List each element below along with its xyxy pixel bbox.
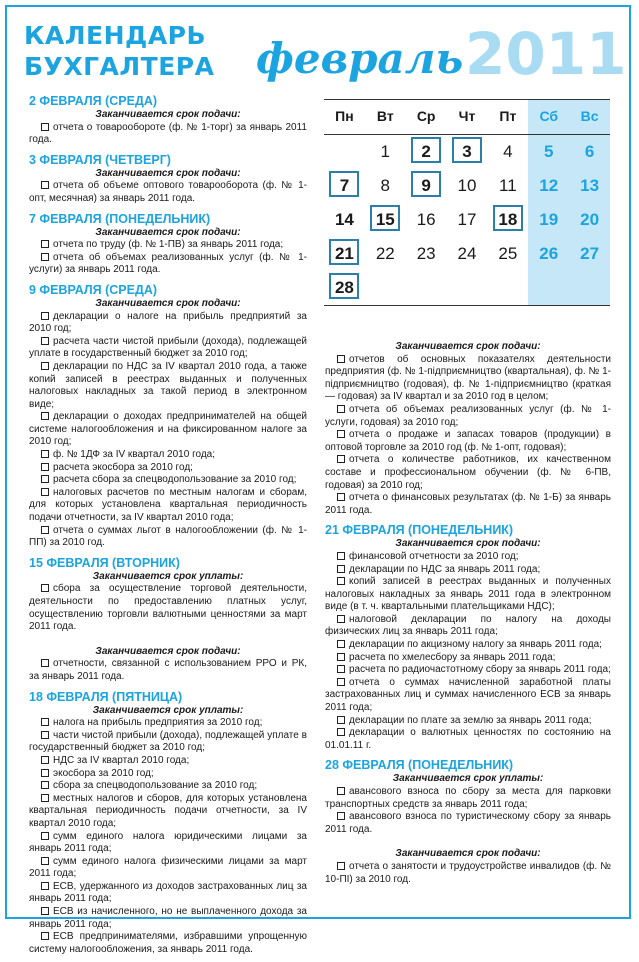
deadline-item	[325, 639, 611, 652]
calendar-day	[528, 237, 569, 271]
day-number: 20	[580, 210, 600, 229]
day-number: 15	[370, 205, 400, 231]
checkbox[interactable]	[337, 493, 345, 501]
calendar-day	[528, 169, 569, 203]
deadline-item	[29, 717, 307, 730]
deadline-date-heading: 15 ФЕВРАЛЯ (ВТОРНИК)	[29, 555, 180, 570]
day-number: 11	[499, 176, 517, 195]
day-number: 28	[329, 273, 359, 299]
deadline-item-text: ф. № 1ДФ за IV квартал 2010 года;	[53, 449, 216, 461]
deadline-item	[29, 793, 307, 831]
calendar-day	[487, 135, 528, 169]
calendar-day	[406, 135, 447, 169]
checkbox[interactable]	[337, 716, 345, 724]
checkbox[interactable]	[337, 565, 345, 573]
checkbox[interactable]	[337, 728, 345, 736]
calendar-day	[324, 271, 365, 305]
deadline-date-heading: 3 ФЕВРАЛЯ (ЧЕТВЕРГ)	[29, 152, 171, 167]
calendar-weekdays	[324, 99, 610, 135]
deadline-item-text: отчета об объемах реализованных услуг (ф. № 1-услуги, годовая) за 2010 год;	[325, 403, 611, 428]
deadline-item-text: декларации по НДС за IV квартал 2010 года, а также копий записей в реестрах выданных и полученных налоговых накладных за такой период в электронном виде;	[29, 360, 307, 410]
day-number: 3	[452, 137, 482, 163]
deadline-item	[325, 354, 611, 404]
deadline-item-text: финансовой отчетности за 2010 год;	[349, 550, 519, 562]
deadline-item	[29, 856, 307, 881]
checkbox[interactable]	[337, 355, 345, 363]
checkbox[interactable]	[41, 769, 49, 777]
checkbox[interactable]	[41, 450, 49, 458]
checkbox[interactable]	[337, 552, 345, 560]
checkbox[interactable]	[337, 430, 345, 438]
calendar-day	[324, 237, 365, 271]
weekday-header: Сб	[528, 100, 569, 134]
month-name: февраль	[256, 34, 464, 83]
deadline-item-text: отчетности, связанной с использованием РРО и РК, за январь 2011 года.	[29, 658, 307, 682]
weekday-header: Пн	[335, 108, 354, 124]
deadline-item	[325, 677, 611, 715]
deadline-item-text: ЕСВ предпринимателями, избравшими упрощенную систему налогообложения, за январь 2011 года.	[29, 931, 307, 955]
deadline-item	[325, 786, 611, 811]
checkbox[interactable]	[337, 405, 345, 413]
deadline-item-text: декларации о валютных ценностях по состоянию на 01.01.11 г.	[325, 727, 611, 751]
checkbox[interactable]	[41, 412, 49, 420]
deadline-item	[29, 583, 307, 633]
deadline-item-text: авансового взноса по туристическому сбору за январь 2011 года.	[325, 811, 611, 835]
deadline-item	[325, 861, 611, 886]
deadline-item-text: расчета по хмелесбору за январь 2011 года;	[349, 651, 556, 663]
calendar-day	[447, 135, 488, 169]
checkbox[interactable]	[41, 907, 49, 915]
checkbox[interactable]	[337, 665, 345, 673]
deadline-item	[29, 462, 307, 475]
deadline-item	[29, 449, 307, 462]
deadline-item-text: отчета о суммах начисленной заработной платы застрахованных лиц и суммах начисленного ЕСВ за январь 2011 года;	[325, 676, 611, 714]
checkbox[interactable]	[41, 659, 49, 667]
deadline-date-heading: 21 ФЕВРАЛЯ (ПОНЕДЕЛЬНИК)	[325, 523, 514, 538]
deadline-item	[325, 429, 611, 454]
calendar-day	[487, 203, 528, 237]
title-line-2: БУХГАЛТЕРА	[24, 52, 215, 81]
checkbox[interactable]	[41, 857, 49, 865]
day-number: 23	[416, 244, 436, 263]
calendar-day	[487, 237, 528, 271]
year: 2011	[465, 20, 627, 88]
deadline-type-label: Заканчивается срок уплаты:	[92, 704, 244, 716]
calendar-day	[324, 203, 365, 237]
calendar-day	[569, 237, 610, 271]
checkbox[interactable]	[41, 526, 49, 534]
calendar-empty-cell	[406, 271, 447, 305]
checkbox[interactable]	[41, 882, 49, 890]
checkbox[interactable]	[41, 584, 49, 592]
deadline-item	[29, 831, 307, 856]
day-number: 1	[380, 142, 391, 161]
deadline-item-text: сумм единого налога юридическими лицами за январь 2011 года;	[29, 830, 307, 855]
checkbox[interactable]	[337, 862, 345, 870]
day-number: 19	[539, 210, 559, 229]
deadline-item-text: отчета о суммах льгот в налогообложении (ф. № 1-ПП) за 2010 год.	[29, 524, 307, 549]
calendar-day	[324, 169, 365, 203]
deadline-date-heading: 28 ФЕВРАЛЯ (ПОНЕДЕЛЬНИК)	[325, 758, 514, 773]
checkbox[interactable]	[41, 312, 49, 320]
day-number: 4	[503, 142, 513, 161]
deadline-item	[29, 487, 307, 525]
deadline-item-text: ЕСВ, удержанного из доходов застрахованных лиц за январь 2011 года;	[29, 880, 307, 905]
deadline-item-text: экосбора за 2010 год;	[53, 767, 154, 779]
deadline-type-label: Заканчивается срок уплаты:	[392, 773, 544, 785]
calendar-day	[365, 203, 406, 237]
day-number: 14	[334, 210, 354, 229]
deadline-item-text: расчета части чистой прибыли (дохода), подлежащей уплате в государственный бюджет за 2010 год;	[29, 335, 307, 360]
deadline-item	[29, 755, 307, 768]
day-number: 24	[457, 244, 477, 263]
deadline-item-text: сумм единого налога физическими лицами за март 2011 года;	[29, 855, 307, 880]
day-number: 17	[457, 210, 477, 229]
deadline-type-label: Заканчивается срок подачи:	[95, 645, 241, 657]
calendar-empty-cell	[528, 271, 569, 305]
deadline-item-text: отчетов об основных показателях деятельности предприятия (ф. № 1-підприємництво (квартальная), ф. № 1-підприємництво (годовая), ф. № 1-підприємництво (краткая — годовая) за IV квартал и за 2010 год в целом;	[325, 353, 611, 403]
deadline-item	[29, 252, 307, 277]
calendar-day	[406, 203, 447, 237]
deadline-item-text: отчета об объемах реализованных услуг (ф. № 1-услуги) за январь 2011 года.	[29, 251, 307, 276]
calendar-week	[324, 203, 610, 237]
calendar-day	[365, 135, 406, 169]
deadline-item-text: декларации по НДС за январь 2011 года;	[349, 563, 541, 575]
deadline-item-text: расчета сбора за спецводопользование за 2010 год;	[53, 474, 297, 486]
deadline-type-label: Заканчивается срок подачи:	[395, 341, 541, 352]
deadline-date-heading: 9 ФЕВРАЛЯ (СРЕДА)	[29, 282, 158, 297]
day-number: 13	[580, 176, 600, 195]
day-number: 10	[457, 176, 477, 195]
deadline-item-text: отчета о занятости и трудоустройстве инвалидов (ф. № 10-ПІ) за 2010 год.	[325, 860, 611, 885]
calendar-day	[569, 135, 610, 169]
checkbox[interactable]	[337, 577, 345, 585]
calendar-empty-cell	[447, 271, 488, 305]
deadline-item	[325, 404, 611, 429]
deadline-item	[29, 525, 307, 550]
deadline-item	[29, 730, 307, 755]
deadline-date-heading: 2 ФЕВРАЛЯ (СРЕДА)	[29, 94, 158, 108]
weekday-header: Пт	[499, 108, 517, 124]
calendar-week	[324, 237, 610, 271]
checkbox[interactable]	[337, 678, 345, 686]
deadline-item-text: расчета экосбора за 2010 год;	[53, 461, 193, 473]
title-line-1: КАЛЕНДАРЬ	[24, 21, 207, 50]
deadline-item-text: копий записей в реестрах выданных и полученных налоговых накладных за январь 2011 года в электронном виде (в т. ч. квартальными плательщиками НДС);	[325, 576, 611, 613]
deadline-item	[325, 492, 611, 517]
calendar-empty-cell	[324, 135, 365, 169]
deadline-item	[29, 239, 307, 252]
deadline-item	[29, 336, 307, 361]
deadline-item-text: налоговых расчетов по местным налогам и сборам, для которых установлена квартальная периодичность подачи отчетности, за IV квартал 2010 года;	[29, 486, 307, 524]
deadline-item	[325, 454, 611, 492]
deadline-item-text: декларации по плате за землю за январь 2011 года;	[349, 714, 592, 726]
checkbox[interactable]	[41, 253, 49, 261]
deadline-item-text: декларации о налоге на прибыль предприятий за 2010 год;	[29, 310, 307, 335]
checkbox[interactable]	[337, 615, 345, 623]
weekday-header: Ср	[416, 108, 436, 124]
checkbox[interactable]	[337, 787, 345, 795]
deadline-item-text: части чистой прибыли (дохода), подлежащей уплате в государственный бюджет за 2010 год;	[29, 729, 307, 754]
deadline-type-label: Заканчивается срок подачи:	[95, 297, 241, 309]
month-calendar	[324, 99, 610, 306]
deadline-item	[29, 931, 307, 956]
deadline-item	[29, 411, 307, 449]
calendar-week	[324, 169, 610, 203]
deadline-item	[325, 811, 611, 836]
deadline-item	[29, 768, 307, 781]
deadline-item-text: отчета об объеме оптового товарооборота (ф. № 1-опт, месячная) за январь 2011 года.	[29, 180, 307, 204]
deadline-item	[325, 576, 611, 614]
day-number: 9	[411, 171, 441, 197]
left-column	[29, 94, 307, 962]
calendar-day	[447, 203, 488, 237]
calendar-day	[406, 169, 447, 203]
deadline-type-label: Заканчивается срок подачи:	[95, 226, 241, 238]
checkbox[interactable]	[41, 756, 49, 764]
calendar-empty-cell	[487, 271, 528, 305]
checkbox[interactable]	[41, 718, 49, 726]
checkbox[interactable]	[41, 832, 49, 840]
deadline-item-text: отчета о продаже и запасах товаров (продукции) в оптовой торговле за 2010 год (ф. № 1-опт, годовая);	[325, 429, 611, 453]
deadline-item	[29, 180, 307, 205]
deadline-item-text: налога на прибыль предприятия за 2010 год;	[53, 717, 263, 729]
deadline-item	[325, 564, 611, 577]
calendar-week	[324, 135, 610, 169]
deadline-item	[29, 881, 307, 906]
deadline-item	[29, 474, 307, 487]
calendar-day	[365, 237, 406, 271]
deadline-item-text: декларации о доходах предпринимателей на общей системе налогообложения и на фиксированном налоге за 2010 год;	[29, 411, 307, 448]
checkbox[interactable]	[41, 123, 49, 131]
checkbox[interactable]	[337, 640, 345, 648]
day-number: 6	[584, 142, 595, 161]
deadline-item-text: авансового взноса по сбору за места для парковки транспортных средств за январь 2011 года;	[325, 786, 611, 810]
deadline-item	[29, 311, 307, 336]
deadline-item-text: ЕСВ из начисленного, но не выплаченного дохода за январь 2011 года;	[29, 906, 307, 930]
deadline-item-text: сбора за осуществление торговой деятельности, деятельности по предоставлению платных услуг, осуществлению торговли валютными ценностями за март 2011 года.	[29, 583, 307, 633]
checkbox[interactable]	[41, 240, 49, 248]
checkbox[interactable]	[41, 463, 49, 471]
day-number: 2	[411, 137, 441, 163]
weekday-header: Вс	[569, 100, 610, 134]
deadline-date-heading: 7 ФЕВРАЛЯ (ПОНЕДЕЛЬНИК)	[29, 211, 211, 226]
right-column	[325, 341, 611, 892]
deadline-item	[325, 727, 611, 752]
calendar-empty-cell	[365, 271, 406, 305]
deadline-item-text: декларации по акцизному налогу за январь 2011 года;	[349, 639, 602, 651]
day-number: 12	[539, 176, 559, 195]
day-number: 18	[493, 205, 523, 231]
checkbox[interactable]	[41, 731, 49, 739]
weekday-header: Чт	[458, 108, 476, 124]
calendar-grid	[324, 135, 610, 306]
day-number: 16	[416, 210, 436, 229]
checkbox[interactable]	[337, 812, 345, 820]
checkbox[interactable]	[41, 781, 49, 789]
day-number: 7	[329, 171, 359, 197]
deadline-item	[325, 652, 611, 665]
day-number: 26	[539, 244, 559, 263]
day-number: 25	[498, 244, 518, 263]
day-number: 22	[375, 244, 395, 263]
deadline-item	[29, 658, 307, 683]
weekday-header: Вт	[376, 108, 394, 124]
day-number: 8	[380, 176, 391, 195]
checkbox[interactable]	[41, 475, 49, 483]
calendar-day	[569, 203, 610, 237]
deadline-item-text: отчета о количестве работников, их качественном составе и профессиональном обучении (ф. № 6-ПВ, годовая) за 2010 год;	[325, 454, 611, 491]
calendar-day	[406, 237, 447, 271]
deadline-item	[29, 780, 307, 793]
calendar-day	[365, 169, 406, 203]
page-title	[24, 20, 214, 82]
deadline-type-label: Заканчивается срок подачи:	[395, 848, 541, 860]
deadline-type-label: Заканчивается срок подачи:	[95, 109, 241, 120]
calendar-day	[528, 135, 569, 169]
deadline-item	[325, 664, 611, 677]
checkbox[interactable]	[41, 932, 49, 940]
calendar-empty-cell	[569, 271, 610, 305]
calendar-day	[447, 169, 488, 203]
deadline-item-text: сбора за спецводопользование за 2010 год;	[53, 780, 258, 792]
deadline-item	[29, 361, 307, 411]
checkbox[interactable]	[337, 455, 345, 463]
deadline-item-text: отчета о финансовых результатах (ф. № 1-Б) за январь 2011 года.	[325, 492, 611, 516]
deadline-item-text: отчета о товарообороте (ф. № 1-торг) за январь 2011 года.	[29, 121, 307, 146]
calendar-day	[487, 169, 528, 203]
deadline-type-label: Заканчивается срок уплаты:	[92, 570, 244, 582]
checkbox[interactable]	[337, 653, 345, 661]
checkbox[interactable]	[41, 362, 49, 370]
deadline-item	[325, 551, 611, 564]
deadline-item	[325, 715, 611, 728]
checkbox[interactable]	[41, 337, 49, 345]
calendar-day	[569, 169, 610, 203]
calendar-week	[324, 271, 610, 305]
day-number: 21	[329, 239, 359, 265]
deadline-date-heading: 18 ФЕВРАЛЯ (ПЯТНИЦА)	[29, 689, 183, 704]
deadline-item-text: расчета по радиочастотному сбору за январь 2011 года;	[349, 664, 611, 676]
calendar-day	[528, 203, 569, 237]
checkbox[interactable]	[41, 488, 49, 496]
day-number: 27	[580, 244, 600, 263]
deadline-type-label: Заканчивается срок подачи:	[395, 538, 541, 550]
deadline-item	[29, 906, 307, 931]
deadline-item-text: местных налогов и сборов, для которых установлена квартальная периодичность подачи отчетности, за IV квартал 2010 года;	[29, 792, 307, 829]
deadline-type-label: Заканчивается срок подачи:	[95, 167, 241, 179]
checkbox[interactable]	[41, 794, 49, 802]
checkbox[interactable]	[41, 181, 49, 189]
deadline-item	[29, 122, 307, 147]
deadline-item-text: налоговой декларации по налогу на доходы физических лиц за январь 2011 года;	[325, 613, 611, 638]
calendar-day	[447, 237, 488, 271]
deadline-item-text: отчета по труду (ф. № 1-ПВ) за январь 2011 года;	[53, 239, 284, 251]
deadline-item-text: НДС за IV квартал 2010 года;	[53, 754, 190, 766]
day-number: 5	[543, 142, 554, 161]
deadline-item	[325, 614, 611, 639]
